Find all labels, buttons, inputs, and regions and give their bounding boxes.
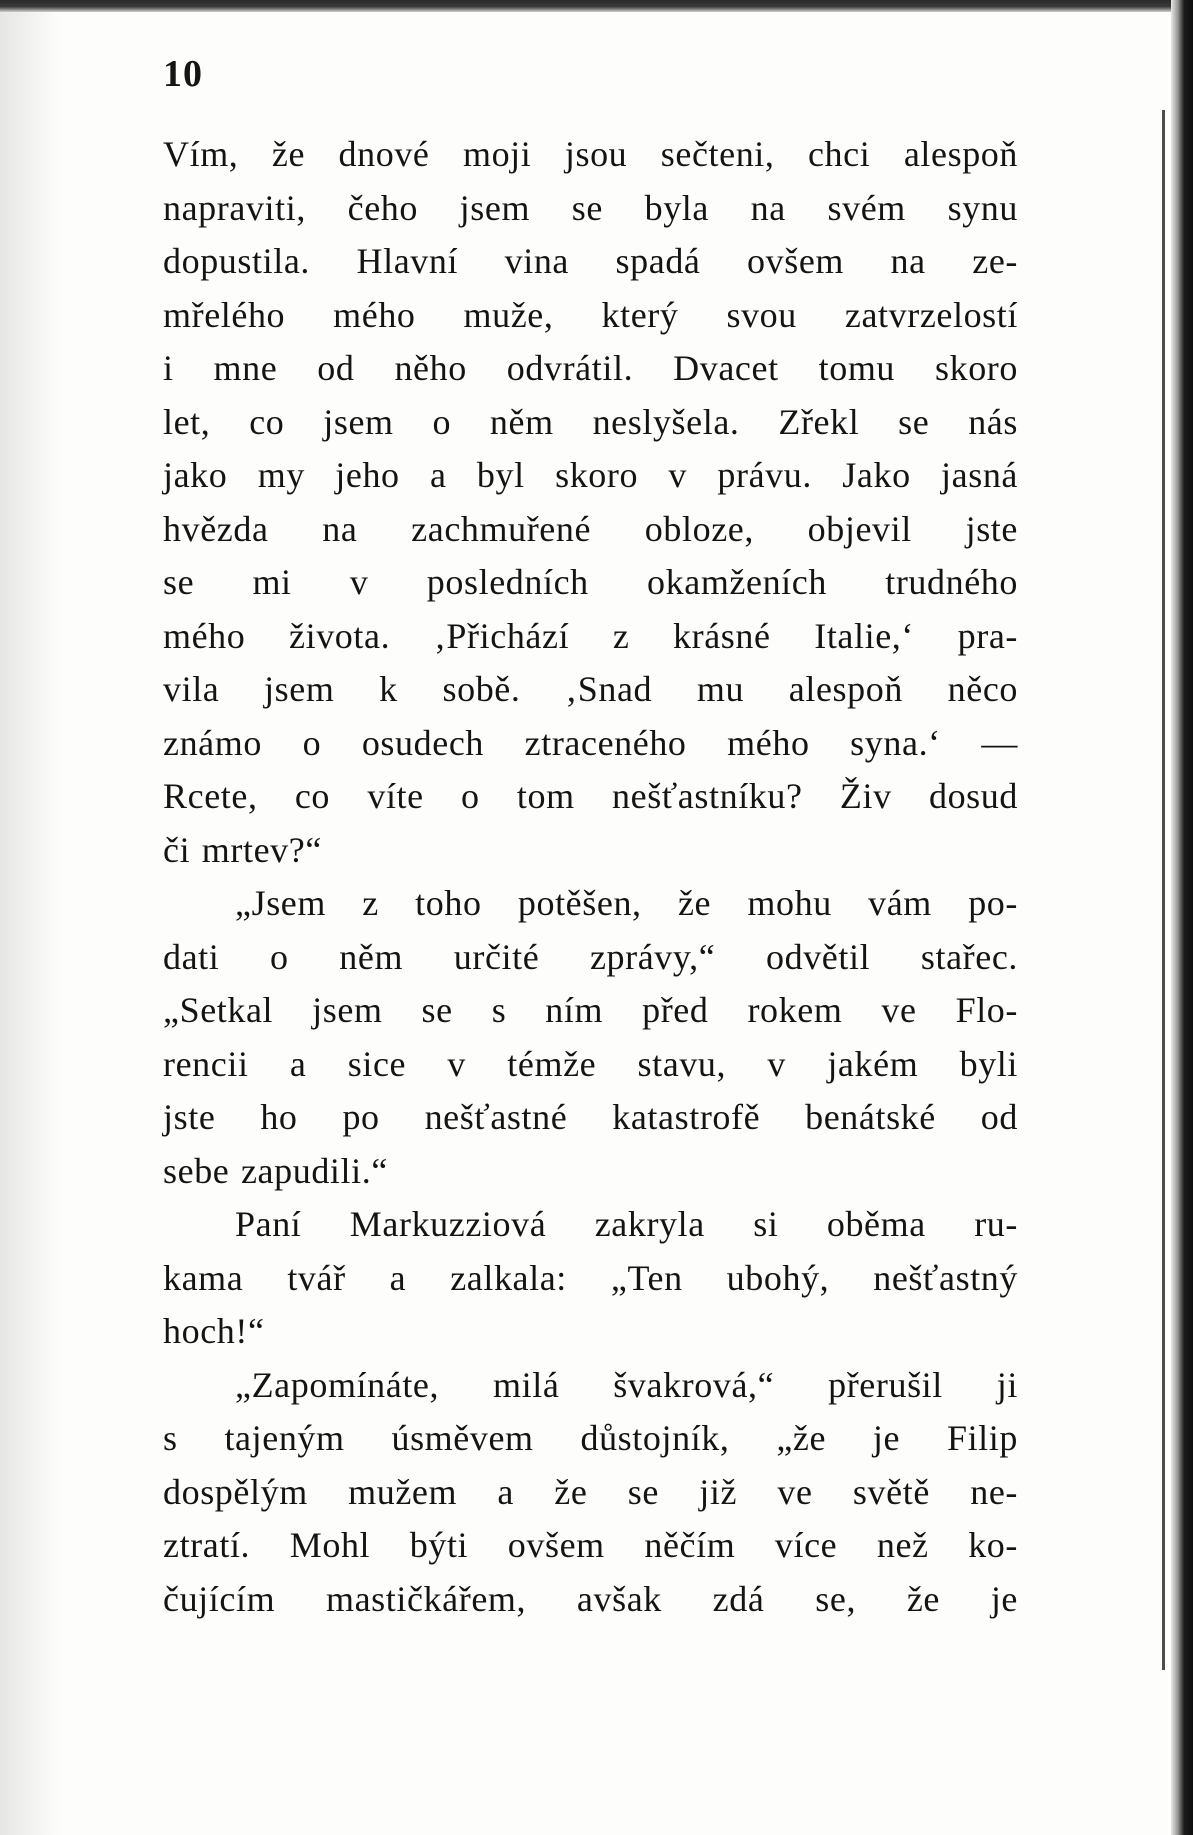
text-line: mřelého mého muže, který svou zatvrzelostí — [163, 294, 1018, 335]
paragraph — [163, 128, 1018, 877]
text-line: i mne od něho odvrátil. Dvacet tomu skoro — [163, 348, 1018, 388]
paragraph — [163, 1198, 1018, 1359]
text-line: se mi v posledních okamženích trudného — [163, 562, 1018, 602]
text-line: hvězda na zachmuřené obloze, objevil jste — [163, 508, 1018, 549]
text-line: napraviti, čeho jsem se byla na svém synu — [163, 187, 1018, 228]
text-line: sebe zapudili.“ — [163, 1150, 388, 1191]
page-left-shadow — [0, 0, 60, 1835]
text-line: rencii a sice v témže stavu, v jakém byli — [163, 1043, 1018, 1084]
text-line: let, co jsem o něm neslyšela. Zřekl se nás — [163, 401, 1018, 442]
text-line: vila jsem k sobě. ‚Snad mu alespoň něco — [163, 669, 1018, 709]
text-line: dospělým mužem a že se již ve světě ne- — [163, 1471, 1018, 1512]
scan-right-edge — [1171, 0, 1193, 1835]
text-line: či mrtev?“ — [163, 829, 322, 870]
text-line: Paní Markuzziová zakryla si oběma ru- — [235, 1204, 1018, 1244]
text-line: „Setkal jsem se s ním před rokem ve Flo- — [163, 990, 1018, 1030]
text-line: hoch!“ — [163, 1311, 265, 1351]
text-line: „Zapomínáte, milá švakrová,“ přerušil ji — [235, 1364, 1018, 1405]
body-text — [163, 128, 1018, 1626]
text-line: kama tvář a zalkala: „Ten ubohý, nešťastný — [163, 1257, 1018, 1298]
page-number: 10 — [163, 53, 203, 95]
text-line: známo o osudech ztraceného mého syna.‘ — — [163, 722, 1018, 763]
text-line: Rcete, co víte o tom nešťastníku? Živ dosud — [163, 776, 1018, 816]
text-line: jste ho po nešťastné katastrofě benátské od — [163, 1097, 1018, 1137]
text-line: jako my jeho a byl skoro v právu. Jako jasná — [163, 455, 1018, 495]
paragraph — [163, 877, 1018, 1198]
text-line: ztratí. Mohl býti ovšem něčím více než ko- — [163, 1525, 1018, 1565]
text-line: s tajeným úsměvem důstojník, „že je Filip — [163, 1418, 1018, 1458]
scan-top-edge — [0, 0, 1193, 12]
text-line: čujícím mastičkářem, avšak zdá se, že je — [163, 1578, 1018, 1619]
text-line: dopustila. Hlavní vina spadá ovšem na ze- — [163, 241, 1018, 281]
text-line: dati o něm určité zprávy,“ odvětil stařec. — [163, 936, 1018, 977]
paragraph — [163, 1359, 1018, 1627]
page-binding-line — [1162, 110, 1165, 1670]
text-line: mého života. ‚Přichází z krásné Italie,‘ pra- — [163, 615, 1018, 656]
text-line: „Jsem z toho potěšen, že mohu vám po- — [235, 883, 1018, 923]
text-line: Vím, že dnové moji jsou sečteni, chci alespoň — [163, 134, 1018, 174]
